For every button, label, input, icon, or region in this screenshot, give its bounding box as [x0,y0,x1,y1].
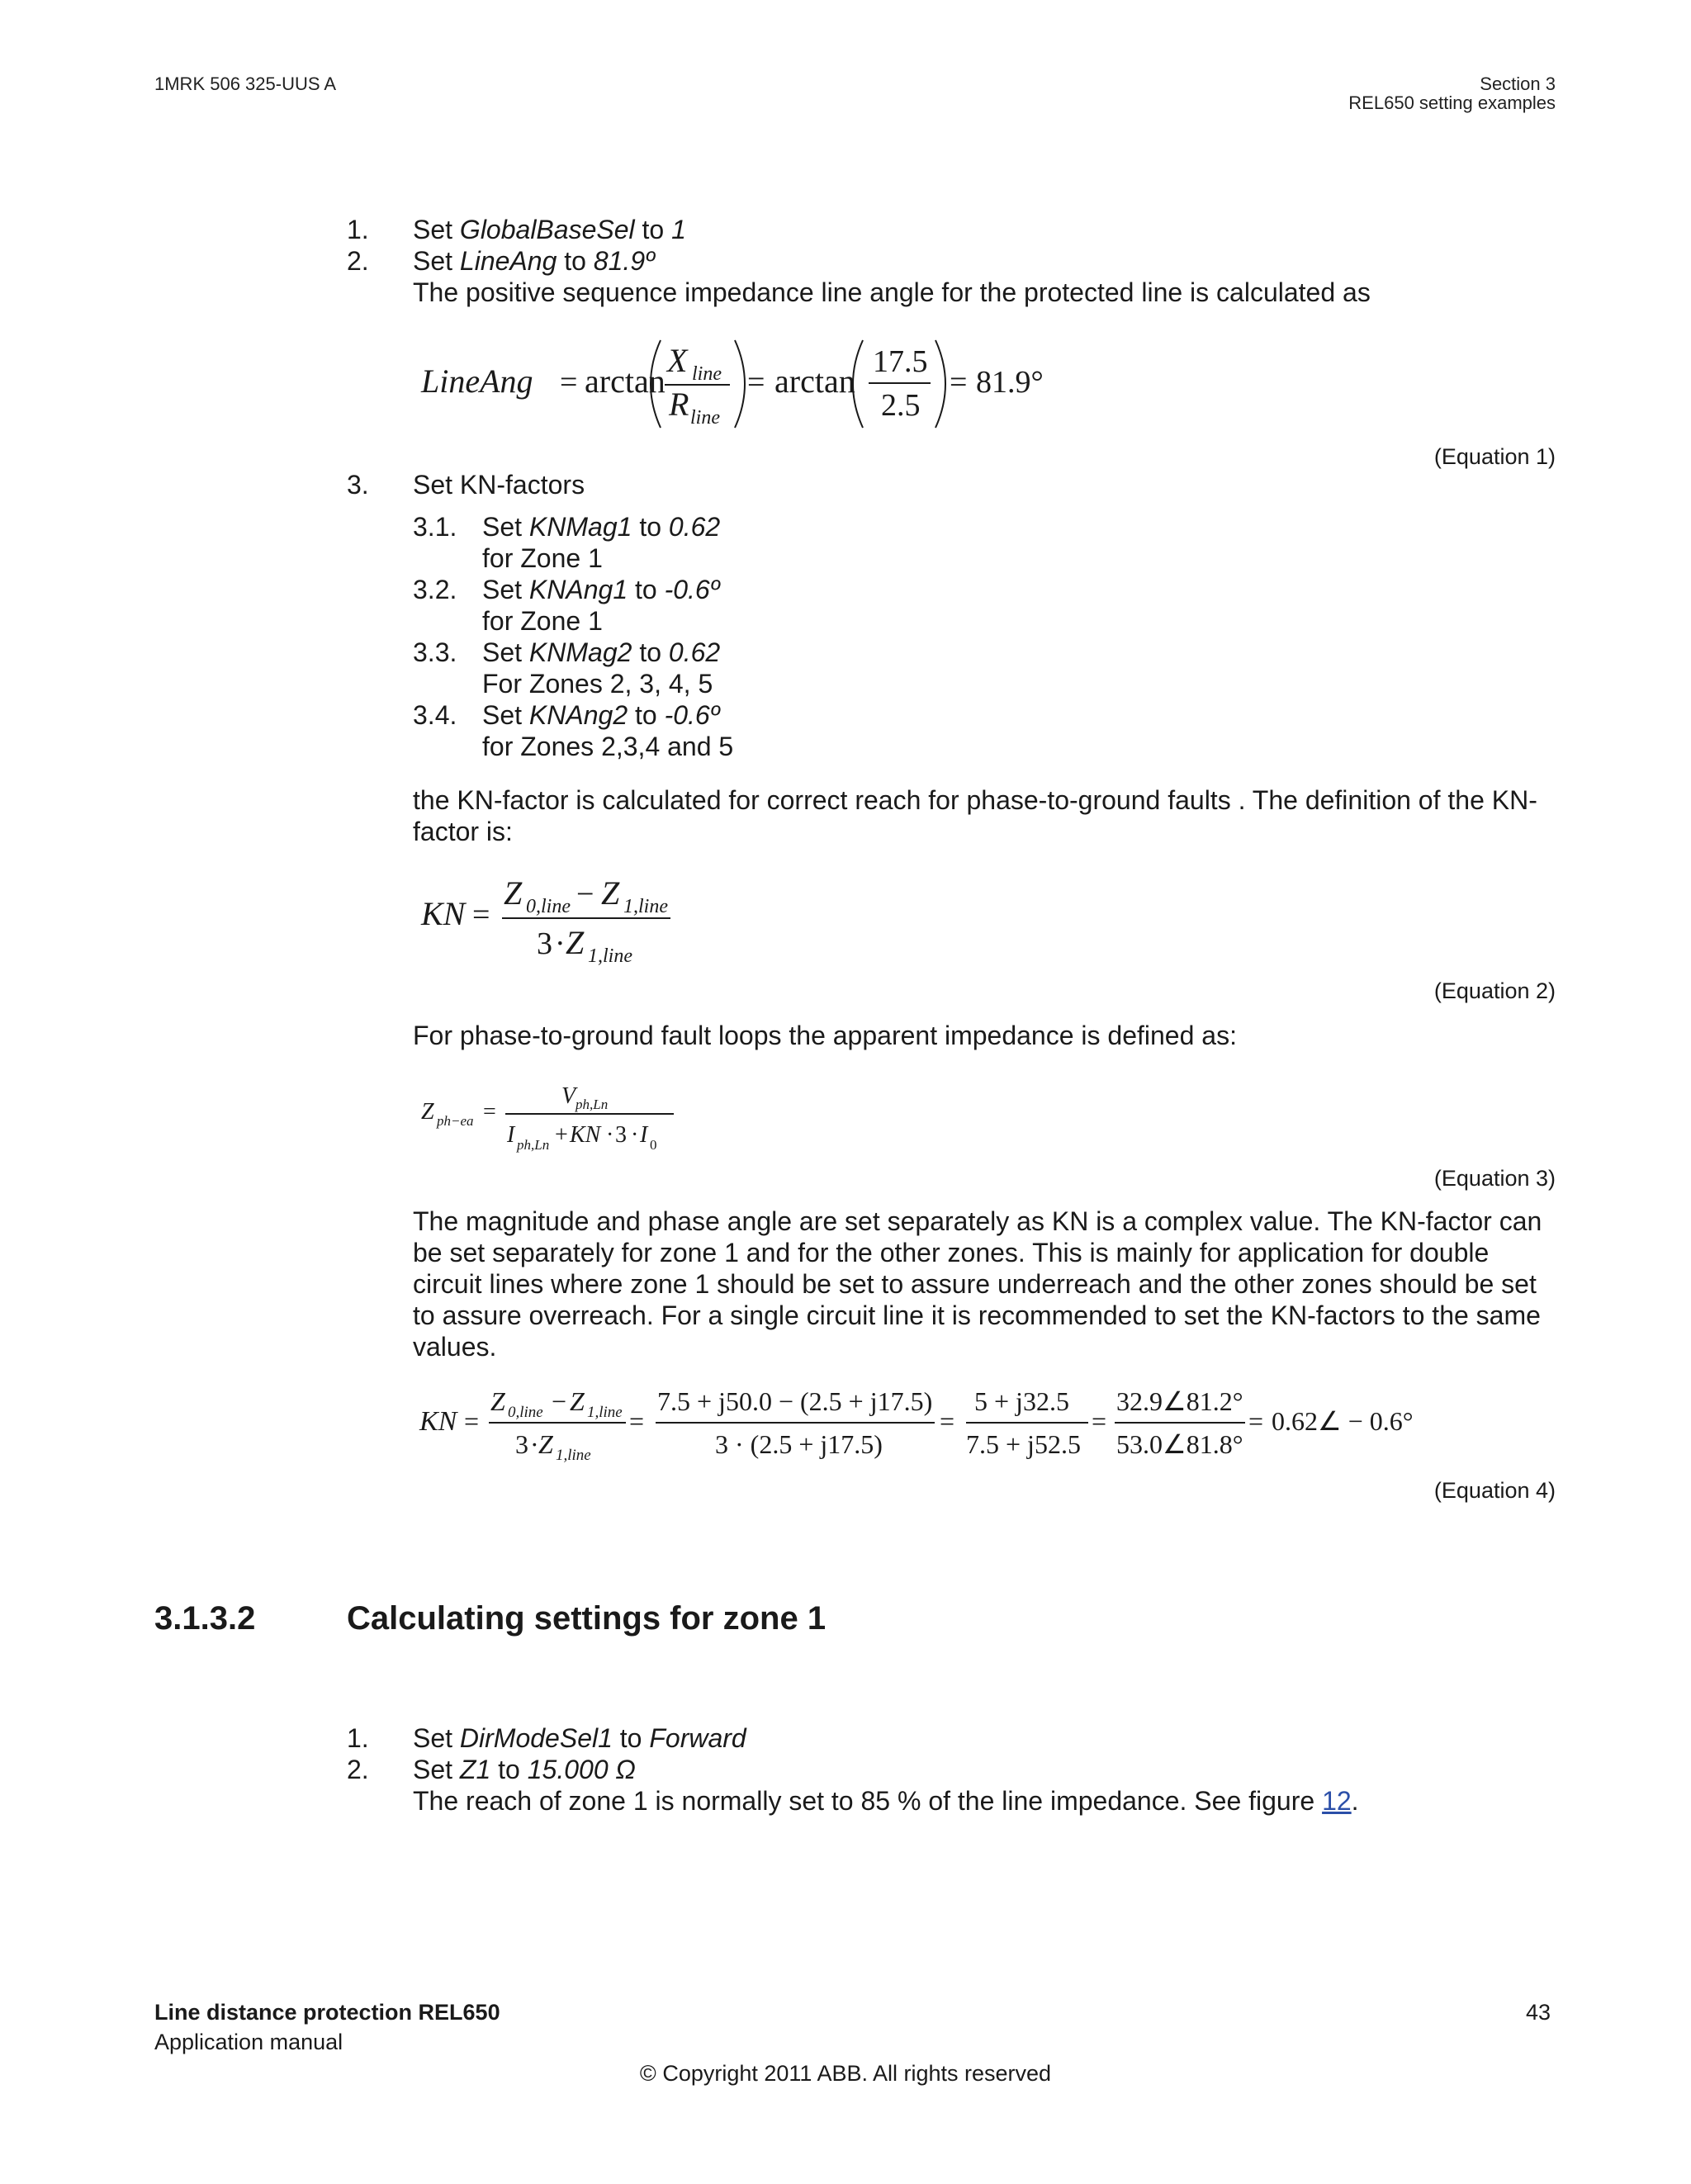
step-number: 2. [347,246,369,276]
eq1-num-var: X [667,342,688,379]
eq1-fn-2: arctan [774,362,855,400]
param-value: 0.62 [668,512,721,542]
eq3-v-sub: ph,Ln [576,1097,609,1112]
step-to: to [632,512,669,542]
substep-note: for Zone 1 [482,606,603,636]
eq4-equals-3: = [940,1406,955,1436]
eq4-d3: 7.5 + j52.5 [966,1429,1081,1459]
param-name: DirModeSel1 [459,1723,613,1753]
substep-number: 3.3. [413,637,457,667]
section-title: Calculating settings for zone 1 [347,1600,827,1637]
zone1-note-end: . [1351,1786,1359,1816]
eq4-minus: − [552,1386,567,1416]
param-name: KNMag2 [528,637,632,667]
eq3-i0: I [640,1122,648,1148]
eq4-three: 3 [515,1429,528,1459]
step-prefix: Set [413,1723,460,1753]
param-value: 81.9º [593,246,655,276]
param-name: Z1 [459,1755,491,1784]
step-number: 1. [347,215,369,244]
equation-2-label: (Equation 2) [1433,978,1556,1003]
step-text [413,245,655,277]
eq1-equals-3: = [950,365,968,400]
step-number: 1. [347,1723,369,1753]
eq4-d4: 53.0∠81.8° [1116,1429,1243,1459]
param-value: 0.62 [668,637,721,667]
eq3-i: I [507,1122,515,1148]
equation-4 [413,1379,1453,1470]
eq1-num-sub: line [692,363,722,385]
kn-intro-paragraph: the KN-factor is calculated for correct reach for phase-to-ground faults . The definition of the KN-factor is: [413,785,1537,846]
equation-4-label: (Equation 4) [1433,1478,1556,1503]
step-prefix: Set [482,512,529,542]
eq4-z1-den-sub: 1,line [556,1447,591,1464]
eq1-lhs: LineAng [421,362,533,400]
substep-number: 3.1. [413,512,457,542]
eq4-z1-den: Z [538,1429,553,1459]
param-name: KNAng2 [528,700,628,730]
eq2-z0-sub: 0,line [526,896,571,917]
param-name: GlobalBaseSel [459,215,635,244]
step-prefix: Set [482,575,529,604]
eq4-z0-sub: 0,line [508,1404,543,1421]
eq3-lhs-sub: ph−ea [437,1113,474,1129]
eq1-paren-right-2 [935,340,945,428]
eq1-den-val: 2.5 [881,388,921,423]
param-name: KNMag1 [528,512,632,542]
step-to: to [634,215,672,244]
param-name: KNAng1 [528,575,628,604]
step-number: 2. [347,1755,369,1784]
eq4-result: 0.62∠ − 0.6° [1272,1406,1414,1436]
eq4-z0: Z [490,1386,505,1416]
eq4-n4: 32.9∠81.2° [1116,1386,1243,1416]
substep-text [482,574,719,605]
footer-subtitle: Application manual [154,2030,343,2054]
eq2-z1-den: Z [566,924,585,961]
eq4-equals-5: = [1248,1406,1264,1436]
equation-2 [413,867,743,974]
eq4-n3: 5 + j32.5 [974,1386,1069,1416]
eq1-num-val: 17.5 [873,344,928,379]
param-name: LineAng [459,246,557,276]
equation-1 [413,330,1073,438]
eq3-plus: + [555,1122,568,1148]
eq4-lhs: KN [419,1406,457,1437]
eq4-z1-sub: 1,line [587,1404,623,1421]
substep-number: 3.4. [413,700,457,730]
eq4-z1: Z [570,1386,585,1416]
eq4-d2: 3 · (2.5 + j17.5) [715,1429,883,1459]
section-number: 3.1.3.2 [154,1600,256,1637]
equation-1-label: (Equation 1) [1433,444,1556,469]
substep-number: 3.2. [413,575,457,604]
eq2-z1-den-sub: 1,line [588,945,632,967]
step-prefix: Set [413,215,460,244]
eq2-dot: · [555,926,566,961]
step-to: to [612,1723,650,1753]
equation-3 [413,1073,710,1164]
eq1-fn: arctan [585,362,666,400]
footer-title: Line distance protection REL650 [154,2000,500,2025]
eq2-three: 3 [537,926,552,961]
eq3-v: V [561,1083,576,1109]
eq1-den-var: R [669,386,689,423]
step-prefix: Set [413,246,460,276]
eq1-paren-right [735,340,745,428]
substep-text [482,637,720,668]
eq4-equals-2: = [629,1406,645,1436]
step-to: to [557,246,594,276]
zone1-note-text: The reach of zone 1 is normally set to 85 % of the line impedance. See figure [413,1786,1323,1816]
substep-note: for Zones 2,3,4 and 5 [482,732,734,761]
eq2-z1-sub: 1,line [623,896,668,917]
eq3-lhs: Z [421,1099,434,1125]
eq1-den-sub: line [690,407,720,429]
param-value: Forward [649,1723,746,1753]
eq1-result: 81.9° [976,365,1044,400]
eq2-z0: Z [504,874,523,912]
step-text [413,1722,746,1754]
eq2-z1: Z [601,874,620,912]
step-prefix: Set [413,1755,460,1784]
eq3-i-sub: ph,Ln [517,1137,550,1153]
header-section: Section 3 [1480,73,1556,94]
param-value: 15.000 Ω [527,1755,636,1784]
eq2-lhs: KN [421,895,466,932]
param-value: -0.6º [664,700,720,730]
substep-text [482,699,719,731]
eq3-equals: = [483,1099,496,1125]
eq3-three: 3 [615,1122,627,1148]
eq3-dot-2: · [631,1122,639,1148]
apparent-intro: For phase-to-ground fault loops the apparent impedance is defined as: [413,1021,1237,1050]
eq4-n2: 7.5 + j50.0 − (2.5 + j17.5) [657,1386,933,1416]
doc-id: 1MRK 506 325-UUS A [154,73,337,94]
eq4-equals-1: = [464,1406,480,1436]
eq1-equals: = [560,365,578,400]
eq3-dot: · [606,1122,614,1148]
eq1-equals-2: = [747,365,765,400]
step-to: to [628,700,665,730]
header-section-title: REL650 setting examples [1348,92,1556,113]
step-text [413,214,686,245]
zone1-note [413,1785,1359,1817]
copyright: © Copyright 2011 ABB. All rights reserved [639,2061,1052,2086]
step-to: to [632,637,669,667]
step-number: 3. [347,470,369,500]
substep-text [482,511,720,542]
param-value: 1 [671,215,686,244]
figure-link[interactable]: 12 [1322,1786,1352,1816]
step-text [413,1754,636,1785]
substep-note: for Zone 1 [482,543,603,573]
page-number: 43 [1525,2000,1551,2025]
param-value: -0.6º [664,575,720,604]
substep-note: For Zones 2, 3, 4, 5 [482,669,713,699]
eq2-equals: = [472,898,490,932]
eq3-i0-sub: 0 [650,1137,657,1153]
step-to: to [490,1755,528,1784]
eq4-equals-4: = [1092,1406,1107,1436]
eq3-kn: KN [570,1122,601,1148]
step-text: Set KN-factors [413,470,585,500]
step-to: to [628,575,665,604]
eq2-minus: − [576,877,594,912]
eq4-dot: · [530,1429,539,1459]
step-prefix: Set [482,700,529,730]
step-prefix: Set [482,637,529,667]
kn-paragraph: The magnitude and phase angle are set separately as KN is a complex value. The KN-factor can be set separately for zone 1 and for the other zones. This is mainly for application for double circuit lines where zone 1 should be set to assure underreach and the other zones should be set to assure overreach. For a single circuit line it is recommended to set the KN-factors to the same values. [413,1206,1542,1362]
step-note: The positive sequence impedance line angle for the protected line is calculated as [413,277,1371,307]
equation-3-label: (Equation 3) [1433,1166,1556,1191]
